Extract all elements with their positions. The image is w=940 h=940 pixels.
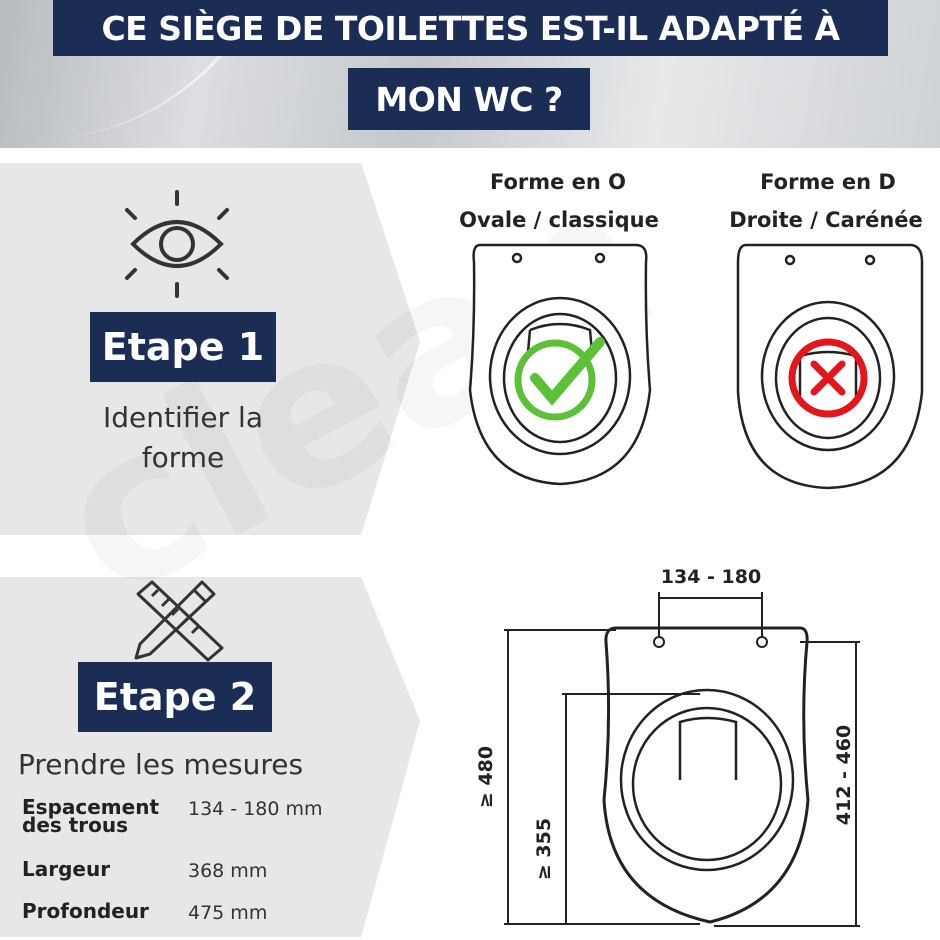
measurement-label: Largeur <box>22 857 111 881</box>
title-line-2: MON WC ? <box>348 68 590 130</box>
measurement-value: 475 mm <box>188 902 268 924</box>
step1-description: Identifier la forme <box>103 401 263 474</box>
ruler-pencil-icon <box>136 582 222 660</box>
step1-label: Etape 1 <box>90 312 276 382</box>
toilet-d-diagram <box>738 245 922 488</box>
shape-d-subtitle: Droite / Carénée <box>729 208 923 232</box>
step2-label: Etape 2 <box>78 662 272 732</box>
shape-d-title: Forme en D <box>760 170 896 194</box>
title-line-1: CE SIÈGE DE TOILETTES EST-IL ADAPTÉ À <box>53 0 888 56</box>
shape-o-subtitle: Ovale / classique <box>459 208 659 232</box>
shape-o-title: Forme en O <box>489 170 627 194</box>
total-depth-label: ≥ 480 <box>475 745 497 809</box>
dimension-diagram <box>504 592 860 926</box>
side-depth-label: 412 - 460 <box>833 724 855 826</box>
measurement-value: 134 - 180 mm <box>188 798 323 820</box>
measurement-label: Espacement des trous <box>22 795 160 837</box>
measurement-label: Profondeur <box>22 899 149 923</box>
step2-description: Prendre les mesures <box>18 748 304 781</box>
inner-depth-label: ≥ 355 <box>533 817 555 881</box>
toilet-o-diagram <box>470 245 650 484</box>
hole-spacing-label: 134 - 180 <box>660 566 762 588</box>
measurement-value: 368 mm <box>188 860 268 882</box>
eye-icon <box>127 192 227 296</box>
